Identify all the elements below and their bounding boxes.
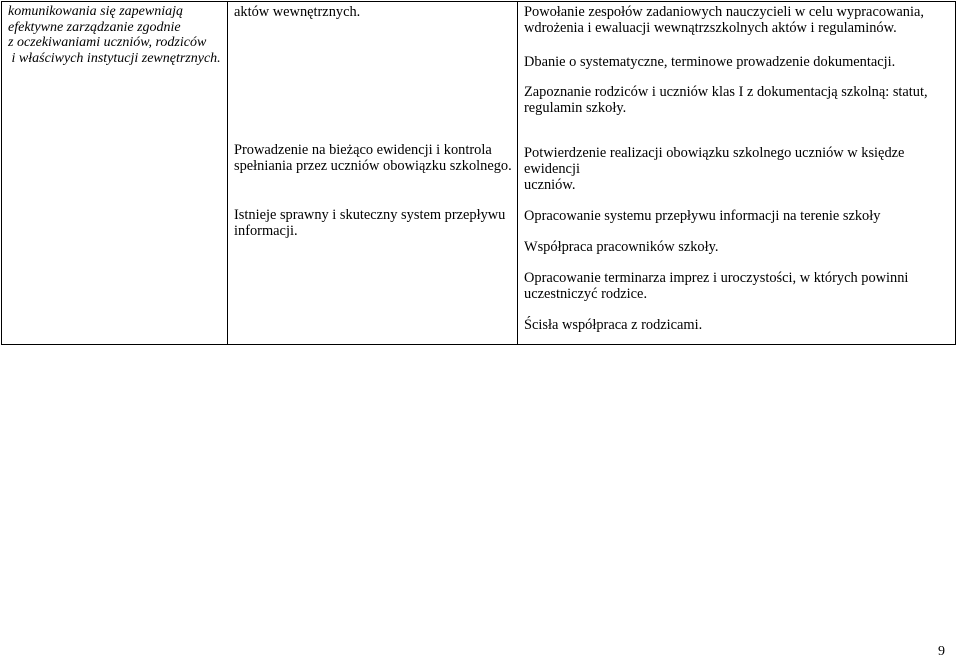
action-item [524, 239, 949, 255]
goal-line: z oczekiwaniami uczniów, rodziców [8, 35, 207, 50]
action-line: Opracowanie systemu przepływu informacji na terenie szkoły [524, 208, 881, 224]
criteria-line: Istnieje sprawny i skuteczny system przepływu [234, 207, 506, 223]
criteria-text: aktów wewnętrznych. [234, 4, 361, 20]
action-item [524, 317, 949, 333]
action-line: wdrożenia i ewaluacji wewnątrzszkolnych aktów i regulaminów. [524, 20, 897, 36]
criteria-line: spełniania przez uczniów obowiązku szkolnego. [234, 158, 512, 174]
action-line: Potwierdzenie realizacji obowiązku szkolnego uczniów w księdze ewidencji [524, 145, 905, 177]
criteria-cell-info [234, 207, 512, 239]
action-item [524, 145, 949, 193]
page-number: 9 [938, 644, 945, 659]
column-divider [517, 2, 518, 344]
criteria-line: informacji. [234, 223, 298, 239]
actions-cell [524, 4, 949, 36]
action-line: Ścisła współpraca z rodzicami. [524, 317, 703, 333]
action-item [524, 54, 949, 70]
document-table [1, 1, 956, 345]
action-item [524, 208, 949, 224]
action-line: Dbanie o systematyczne, terminowe prowadzenie dokumentacji. [524, 54, 896, 70]
criteria-cell-evidence [234, 142, 512, 174]
action-line: Powołanie zespołów zadaniowych nauczycieli w celu wypracowania, [524, 4, 924, 20]
action-line: Współpraca pracowników szkoły. [524, 239, 719, 255]
goal-cell [8, 4, 223, 66]
criteria-line: Prowadzenie na bieżąco ewidencji i kontrola [234, 142, 492, 158]
action-line: uczniów. [524, 177, 576, 193]
goal-line: komunikowania się zapewniają [8, 4, 183, 19]
action-item [524, 270, 949, 302]
action-line: uczestniczyć rodzice. [524, 286, 648, 302]
action-line: regulamin szkoły. [524, 100, 627, 116]
goal-line: i właściwych instytucji zewnętrznych. [8, 50, 221, 66]
column-divider [227, 2, 228, 344]
goal-line: efektywne zarządzanie zgodnie [8, 19, 181, 35]
criteria-cell-top [234, 4, 512, 20]
action-line: Opracowanie terminarza imprez i uroczystości, w których powinni [524, 270, 909, 286]
action-line: Zapoznanie rodziców i uczniów klas I z dokumentacją szkolną: statut, [524, 84, 928, 100]
action-item [524, 84, 949, 116]
